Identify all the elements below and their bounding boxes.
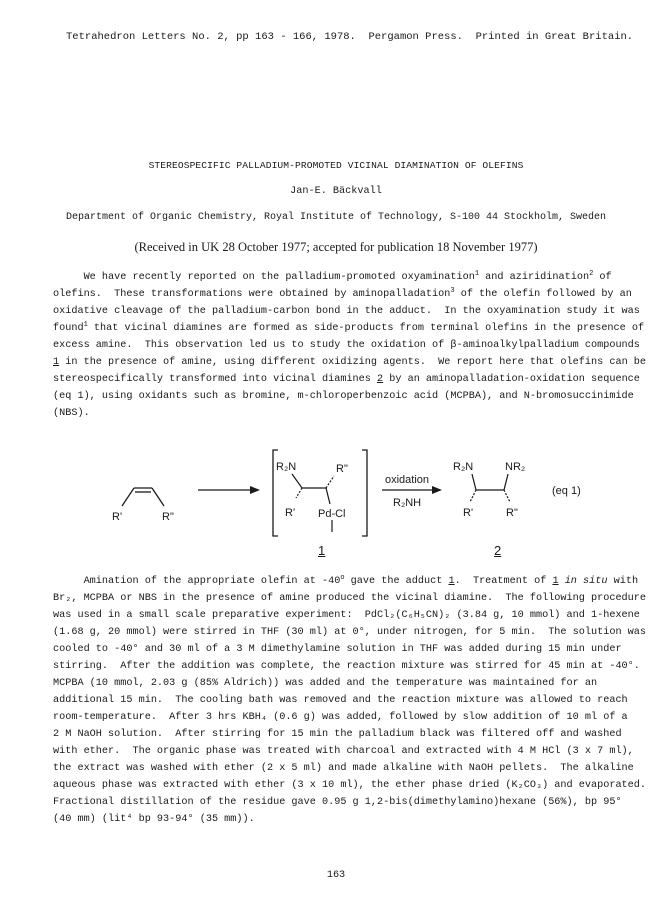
text-line bbox=[53, 372, 643, 387]
substituent-r-double-prime: R" bbox=[162, 511, 174, 523]
text-span: Amination of the appropriate olefin at -40 bbox=[53, 576, 341, 587]
text-line: the extract was washed with ether (2 x 5 ml) and made alkaline with NaOH pellets. The alkaline bbox=[53, 763, 634, 774]
text-span: of the olefin followed by an bbox=[454, 289, 632, 300]
text-line: oxidative cleavage of the palladium-carbon bond in the adduct. In the oxyamination study it was bbox=[53, 306, 640, 317]
reference-mark: 1 bbox=[83, 321, 88, 329]
compound-ref: 1 bbox=[552, 576, 559, 587]
text-span: by an aminopalladation-oxidation sequence bbox=[383, 374, 640, 385]
amine-group-label: NR₂ bbox=[505, 461, 526, 473]
substituent-r-prime: R' bbox=[112, 511, 123, 523]
text-span: and aziridination bbox=[479, 272, 590, 283]
text-line: excess amine. This observation led us to study the oxidation of β-aminoalkylpalladium compounds bbox=[53, 340, 640, 351]
text-line: Fractional distillation of the residue gave 0.95 g 1,2-bis(dimethylamino)hexane (56%), bp 95° bbox=[53, 797, 622, 808]
compound-label-2: 2 bbox=[494, 543, 502, 558]
page-number: 163 bbox=[326, 870, 346, 881]
text-line bbox=[53, 270, 643, 285]
text-line bbox=[53, 355, 647, 370]
text-line: (NBS). bbox=[53, 408, 90, 419]
reference-mark: 2 bbox=[589, 270, 594, 278]
text-line: was used in a small scale preparative experiment: PdCl₂(C₆H₅CN)₂ (3.84 g, 10 mmol) and 1-hexene bbox=[53, 610, 640, 621]
text-span: . Treatment of bbox=[454, 576, 553, 587]
text-line: (40 mm) (lit⁴ bp 93-94° (35 mm)). bbox=[53, 814, 255, 825]
text-line: (eq 1), using oxidants such as bromine, m-chloroperbenzoic acid (MCPBA), and N-bromosuccinimide bbox=[53, 391, 634, 402]
text-line: 2 M NaOH solution. After stirring for 15 min the palladium black was filtered off and washed bbox=[53, 729, 622, 740]
substituent-r-double-prime: R" bbox=[336, 463, 348, 475]
text-span: stereospecifically transformed into vicinal diamines bbox=[53, 374, 378, 385]
text-line: with ether. The organic phase was treated with charcoal and extracted with 4 M HCl (3 x 7 ml), bbox=[53, 746, 634, 757]
compound-ref: 1 bbox=[53, 357, 60, 368]
text-line bbox=[53, 574, 643, 589]
received-dates: (Received in UK 28 October 1977; accepted for publication 18 November 1977) bbox=[134, 240, 538, 254]
reagent-amine: R₂NH bbox=[393, 497, 422, 509]
text-span: We have recently reported on the palladium-promoted oxyamination bbox=[53, 272, 475, 283]
author-affiliation: Department of Organic Chemistry, Royal Institute of Technology, S-100 44 Stockholm, Sweden bbox=[65, 212, 607, 223]
text-span: in the presence of amine, using different oxidizing agents. We report here that olefins can be bbox=[59, 357, 647, 368]
text-span: that vicinal diamines are formed as side-products from terminal olefins in the presence of bbox=[87, 323, 645, 334]
text-line bbox=[53, 287, 643, 302]
reference-mark: 1 bbox=[474, 270, 480, 278]
text-line: aqueous phase was extracted with ether (3 x 10 ml), the ether phase dried (K₂CO₃) and evaporated. bbox=[53, 780, 647, 791]
amine-group-label: R₂N bbox=[453, 461, 474, 473]
degree-mark: o bbox=[340, 574, 345, 582]
text-span: olefins. These transformations were obtained by aminopalladation bbox=[53, 289, 451, 300]
text-line: (1.68 g, 20 mmol) were stirred in THF (30 ml) at 0°, under nitrogen, for 5 min. The solution was bbox=[53, 627, 647, 638]
article-title: STEREOSPECIFIC PALLADIUM-PROMOTED VICINAL DIAMINATION OF OLEFINS bbox=[148, 160, 524, 171]
equation-number: (eq 1) bbox=[552, 485, 581, 497]
adduct-structure bbox=[292, 474, 334, 532]
compound-ref: 2 bbox=[377, 374, 384, 385]
text-span: found bbox=[53, 323, 84, 334]
reaction-scheme bbox=[100, 448, 620, 560]
italic-phrase: in situ bbox=[564, 576, 608, 587]
text-line: Br₂, MCPBA or NBS in the presence of amine produced the vicinal diamine. The following procedure bbox=[53, 593, 647, 604]
palladium-chloride-label: Pd-Cl bbox=[318, 508, 346, 520]
journal-header: Tetrahedron Letters No. 2, pp 163 - 166, 1978. Pergamon Press. Printed in Great Britain. bbox=[66, 31, 634, 43]
text-line: cooled to -40° and 30 ml of a 3 M dimethylamine solution in THF was added during 15 min under bbox=[53, 644, 622, 655]
text-span: with bbox=[607, 576, 639, 587]
compound-ref: 1 bbox=[448, 576, 455, 587]
reagent-oxidation: oxidation bbox=[385, 474, 430, 486]
text-span: of bbox=[593, 272, 612, 283]
reaction-arrow-icon bbox=[382, 486, 442, 494]
text-line: stirring. After the addition was complete, the reaction mixture was stirred for 45 min at -40°. bbox=[53, 661, 640, 672]
text-line: additional 15 min. The cooling bath was removed and the reaction mixture was allowed to reach bbox=[53, 695, 628, 706]
text-line: MCPBA (10 mmol, 2.03 g (85% Aldrich)) was added and the temperature was maintained for an bbox=[53, 678, 598, 689]
text-line: room-temperature. After 3 hrs KBH₄ (0.6 g) was added, followed by slow addition of 10 ml of a bbox=[53, 712, 628, 723]
diamine-structure bbox=[470, 474, 510, 502]
amine-group-label: R₂N bbox=[276, 461, 297, 473]
reaction-arrow-icon bbox=[198, 486, 260, 494]
text-line bbox=[53, 321, 643, 336]
text-span: gave the adduct bbox=[344, 576, 449, 587]
author-name: Jan-E. Bäckvall bbox=[290, 186, 382, 197]
substituent-r-double-prime: R" bbox=[506, 507, 518, 519]
substituent-r-prime: R' bbox=[463, 507, 474, 519]
substituent-r-prime: R' bbox=[285, 507, 296, 519]
olefin-structure bbox=[122, 488, 164, 506]
compound-label-1: 1 bbox=[318, 543, 326, 558]
reference-mark: 3 bbox=[450, 287, 455, 295]
